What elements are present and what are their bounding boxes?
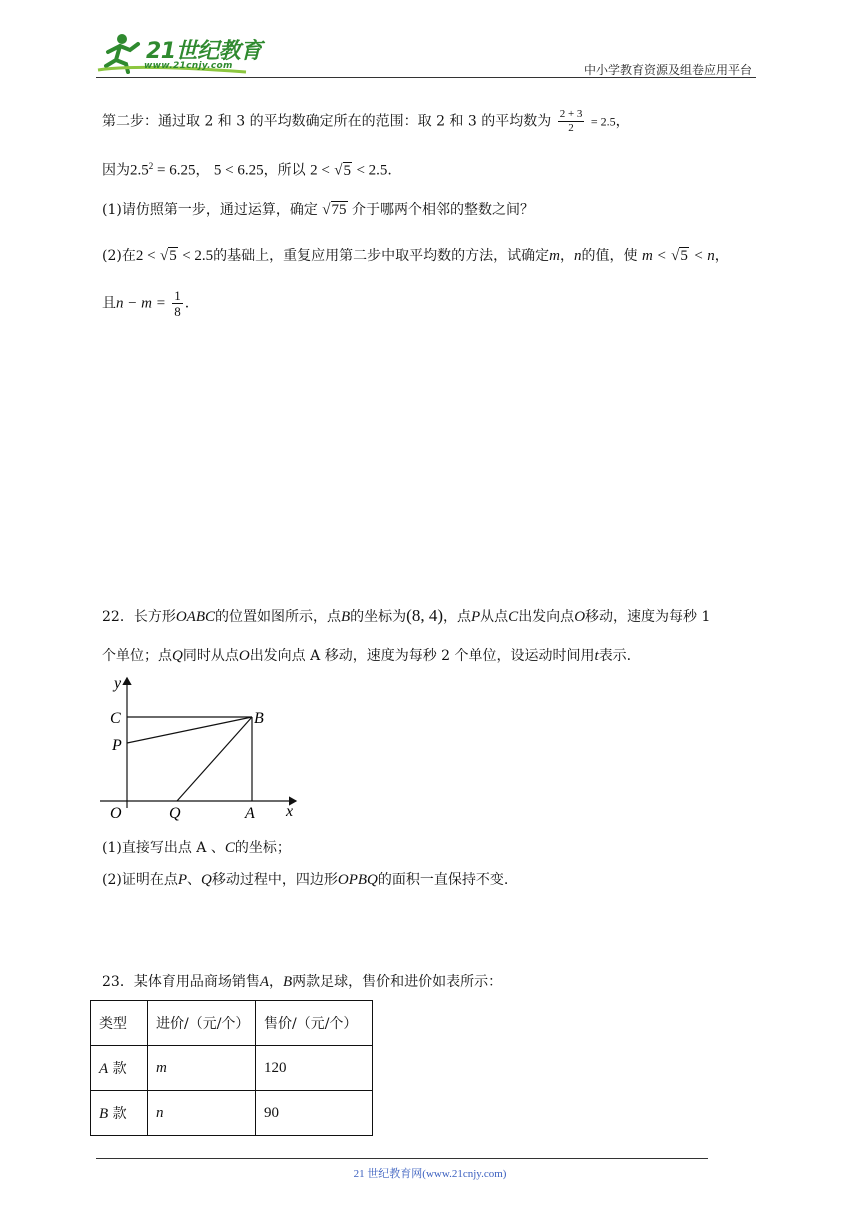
step2-line xyxy=(102,108,630,135)
p23-a: A xyxy=(259,974,269,990)
type-suffix: 款 xyxy=(108,1106,127,1122)
q2-sep: ， xyxy=(560,248,575,264)
step2-intro: 第二步：通过取 2 和 3 的平均数确定所在的范围：取 2 和 3 的平均数为 xyxy=(102,113,552,130)
header-cost: 进价/（元/个） xyxy=(148,1001,256,1046)
price-table xyxy=(90,1000,373,1136)
problem-22-line-1 xyxy=(102,606,710,627)
q2-end: ， xyxy=(714,248,729,264)
fraction-numerator: 2 + 3 xyxy=(559,108,583,120)
segment-qb xyxy=(177,717,252,801)
q2-ineq-sqrt5: √5 xyxy=(671,248,688,264)
label-b: B xyxy=(254,710,264,727)
type-suffix: 款 xyxy=(108,1061,127,1077)
q2-line2-end: . xyxy=(184,295,190,312)
because-mid: ，所以 xyxy=(263,162,306,179)
sqrt5-expr: √5 xyxy=(334,162,351,179)
q1-prefix: (1)请仿照第一步，通过运算，确定 xyxy=(102,202,318,218)
p22-q2-q: Q xyxy=(201,872,212,888)
p23-sep: ， xyxy=(269,974,283,990)
label-x: x xyxy=(286,803,294,820)
p22-t: t xyxy=(594,648,599,664)
square-base: 2.5 xyxy=(130,162,149,179)
sqrt75-radicand: 75 xyxy=(331,202,347,218)
var-n: n xyxy=(574,248,582,264)
p22-line2-d: 表示. xyxy=(598,648,632,664)
p22-line2-c: 出发向点 A 移动，速度为每秒 2 个单位，设运动时间用 xyxy=(249,648,595,664)
header-type: 类型 xyxy=(91,1001,148,1046)
range-right: < 2.5 xyxy=(356,162,388,179)
p22-q: Q xyxy=(172,648,183,664)
q1-suffix: 介于哪两个相邻的整数之间？ xyxy=(351,202,534,218)
row-cost xyxy=(148,1046,256,1091)
fraction-denominator: 2 xyxy=(568,122,574,134)
type-letter: A xyxy=(99,1061,109,1077)
p22-t1: 长方形 xyxy=(133,609,176,625)
label-a: A xyxy=(245,805,255,822)
footer-text[interactable]: 21 世纪教育网(www.21cnjy.com) xyxy=(353,1168,507,1180)
q2-ineq-left: m < xyxy=(641,248,667,264)
p22-t6: 出发向点 xyxy=(518,609,575,625)
p22-coord: (8, 4) xyxy=(406,606,443,625)
p22-q1-b: 的坐标； xyxy=(234,840,291,856)
q2-ineq-right: < n xyxy=(693,248,715,264)
segment-pb xyxy=(127,717,252,743)
p22-line2-b: 同时从点 xyxy=(182,648,239,664)
fraction-result: = 2.5 xyxy=(590,114,616,129)
p22-number: 22． xyxy=(102,609,134,625)
p22-t4: ，点 xyxy=(443,609,471,625)
question-1 xyxy=(102,200,534,220)
p22-q2-a: (2)证明在点 xyxy=(102,872,178,888)
q2-mid2: 的值，使 xyxy=(581,248,638,264)
logo-text: 21世纪教育 xyxy=(146,39,262,64)
question-2-line-2 xyxy=(102,288,189,319)
p22-t7: 移动，速度为每秒 1 xyxy=(585,609,711,625)
label-c: C xyxy=(110,710,121,727)
p22-q2-opbq: OPBQ xyxy=(337,872,378,888)
header-platform-name: 中小学教育资源及组卷应用平台 xyxy=(583,63,752,77)
p22-t3: 的坐标为 xyxy=(350,609,407,625)
fraction-one-eighth xyxy=(172,288,183,319)
p22-question-2 xyxy=(102,870,508,890)
logo-url: www.21cnjy.com xyxy=(144,61,233,71)
square-result: = 6.25 xyxy=(153,162,196,179)
because-line: 因为$2.5^2 = 6.25$， 5 < 6.25，所以 2 < √5 < 2.5. xyxy=(102,161,392,179)
p22-question-1 xyxy=(102,838,291,858)
p22-q1-a: (1)直接写出点 A 、 xyxy=(102,840,225,856)
q2-ineq-radicand: 5 xyxy=(680,248,688,264)
row-type xyxy=(91,1091,148,1136)
cost-value: n xyxy=(156,1104,164,1121)
rectangle-oabc-figure xyxy=(100,672,310,822)
footer-divider xyxy=(96,1158,708,1159)
q2-range-left: 2 < xyxy=(135,248,156,264)
p22-q1-c: C xyxy=(224,840,235,856)
p22-line2-a: 个单位；点 xyxy=(102,648,172,664)
q2-prefix: (2)在 xyxy=(102,248,136,264)
header-divider xyxy=(96,77,756,78)
square-exponent: 2 xyxy=(148,161,154,171)
table-header-row xyxy=(91,1001,373,1046)
row-price xyxy=(256,1091,373,1136)
p22-q2-sep: 、 xyxy=(187,872,202,888)
type-letter: B xyxy=(99,1106,109,1122)
row-price xyxy=(256,1046,373,1091)
row-cost xyxy=(148,1091,256,1136)
q2-sqrt5-radicand: 5 xyxy=(169,248,177,264)
p22-t5: 从点 xyxy=(480,609,509,625)
p22-oabc: OABC xyxy=(175,609,215,625)
sqrt75-expr: √75 xyxy=(322,202,347,218)
price-value: 120 xyxy=(264,1059,287,1076)
p23-b: B xyxy=(283,974,293,990)
problem-23 xyxy=(102,972,502,992)
problem-22-line-2 xyxy=(102,646,631,666)
label-q: Q xyxy=(169,805,181,822)
label-y: y xyxy=(114,675,122,692)
p22-p: P xyxy=(471,609,481,625)
p23-t2: 两款足球，售价和进价如表所示： xyxy=(292,974,503,990)
question-2-line-1 xyxy=(102,246,729,266)
row-type xyxy=(91,1046,148,1091)
sqrt5-radicand: 5 xyxy=(343,162,351,179)
step2-end: ， xyxy=(615,113,630,130)
var-m: m xyxy=(549,248,561,264)
price-value: 90 xyxy=(264,1104,279,1121)
fraction-avg xyxy=(558,108,585,135)
p22-o: O xyxy=(574,609,586,625)
p22-q2-p: P xyxy=(177,872,188,888)
header-price: 售价/（元/个） xyxy=(256,1001,373,1046)
p22-q2-c: 的面积一直保持不变. xyxy=(377,872,509,888)
range-left: 2 < xyxy=(310,162,330,179)
p22-o2: O xyxy=(238,648,250,664)
p23-number: 23． xyxy=(102,974,134,990)
q2-mid1: 的基础上，重复应用第二步中取平均数的方法，试确定 xyxy=(213,248,550,264)
q2-condition: n − m = xyxy=(116,295,166,312)
p22-q2-b: 移动过程中，四边形 xyxy=(211,872,338,888)
cost-value: m xyxy=(156,1059,167,1076)
q2-range-right: < 2.5 xyxy=(182,248,214,264)
q2-line2-prefix: 且 xyxy=(102,295,116,312)
p22-c: C xyxy=(508,609,519,625)
fraction-numerator: 1 xyxy=(174,288,181,303)
compare-expr: 5 < 6.25 xyxy=(213,162,264,179)
p22-t2: 的位置如图所示，点 xyxy=(215,609,341,625)
label-o: O xyxy=(110,805,122,822)
because-end: . xyxy=(387,162,392,179)
page-header xyxy=(96,30,756,78)
table-row xyxy=(91,1046,373,1091)
because-prefix: 因为 xyxy=(102,162,130,179)
label-p: P xyxy=(112,737,122,754)
fraction-denominator: 8 xyxy=(174,304,181,319)
p23-t1: 某体育用品商场销售 xyxy=(133,974,260,990)
table-row xyxy=(91,1091,373,1136)
q2-sqrt5: √5 xyxy=(160,248,177,264)
p22-b: B xyxy=(341,609,351,625)
